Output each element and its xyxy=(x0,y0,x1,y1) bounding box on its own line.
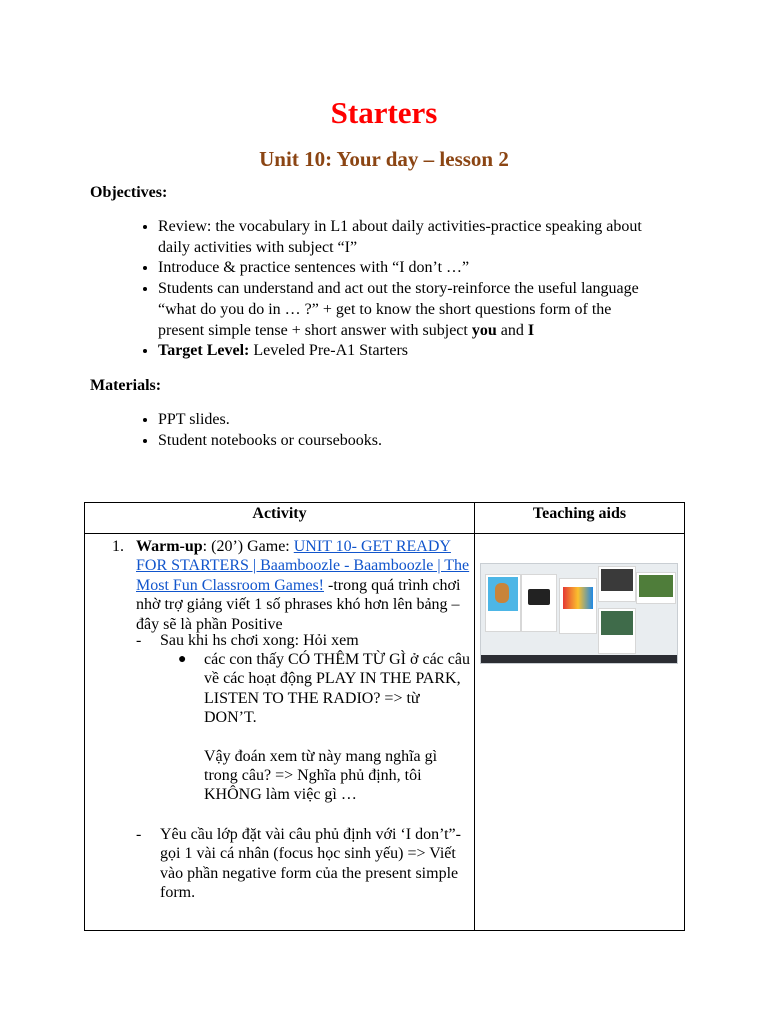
circle-item xyxy=(178,650,470,805)
target-level-label: Target Level: xyxy=(158,342,250,360)
material-text: Student notebooks or coursebooks. xyxy=(158,431,382,449)
header-activity: Activity xyxy=(85,503,475,534)
game-card xyxy=(636,572,676,604)
dash-item xyxy=(136,631,472,650)
taskbar xyxy=(481,655,677,663)
item-number: 1. xyxy=(112,538,124,555)
dash-marker: - xyxy=(136,826,142,843)
dash-text: Sau khi hs chơi xong: Hỏi xem xyxy=(160,632,359,649)
header-teaching-aids: Teaching aids xyxy=(475,503,685,534)
objective-text: Introduce & practice sentences with “I don’t …” xyxy=(158,259,470,277)
game-card xyxy=(485,574,521,632)
materials-heading: Materials: xyxy=(90,377,162,394)
objective-item xyxy=(158,258,658,279)
circle-text: các con thấy CÓ THÊM TỪ GÌ ở các câu về các hoạt động PLAY IN THE PARK, LISTEN TO THE RADIO? => từ DON’T. xyxy=(204,651,470,727)
game-card xyxy=(598,608,636,654)
objective-item xyxy=(158,217,658,258)
emphasis-you: you xyxy=(471,321,497,339)
objective-item xyxy=(158,279,658,341)
game-card xyxy=(598,566,636,602)
warm-up-item xyxy=(112,537,472,634)
game-screenshot-image xyxy=(480,563,678,664)
dash-marker: - xyxy=(136,632,142,649)
objective-text: Students can understand and act out the story-reinforce the useful language “what do you do in … ?” + get to know the short questions form of the present simple tense + short answer with subject xyxy=(158,280,639,339)
objective-text: Review: the vocabulary in L1 about daily activities-practice speaking about daily activities with subject “I” xyxy=(158,218,642,256)
material-text: PPT slides. xyxy=(158,411,230,428)
game-card xyxy=(521,574,557,632)
material-item xyxy=(158,410,658,431)
dash-text: Yêu cầu lớp đặt vài câu phủ định với ‘I don’t”- gọi 1 vài cá nhân (focus học sinh yếu) => Viết vào phần negative form của the present simple form. xyxy=(160,826,461,902)
game-card xyxy=(559,578,597,634)
bullet-dot-icon: ● xyxy=(178,652,187,667)
objectives-heading: Objectives: xyxy=(90,184,168,201)
target-level-value: Leveled Pre-A1 Starters xyxy=(249,342,408,360)
objective-text: and xyxy=(496,321,528,339)
material-item xyxy=(158,431,658,452)
document-subtitle: Unit 10: Your day – lesson 2 xyxy=(259,147,509,171)
objective-item xyxy=(158,341,658,362)
materials-list xyxy=(117,410,658,451)
table-header-row xyxy=(85,503,685,534)
warm-up-note: -trong quá trình chơi nhờ trợ giảng viết 1 số phrases khó hơn lên bảng – đây sẽ là phần Positive xyxy=(136,576,461,633)
circle-text: Vậy đoán xem từ này mang nghĩa gì trong câu? => Nghĩa phủ định, tôi KHÔNG làm việc gì … xyxy=(204,747,438,804)
warm-up-detail: : (20’) Game: xyxy=(202,538,294,555)
document-title: Starters xyxy=(330,95,438,130)
dash-item xyxy=(136,825,472,903)
game-link[interactable]: UNIT 10- GET READY FOR STARTERS | Baamboozle - Baamboozle | The Most Fun Classroom Games! xyxy=(136,538,470,594)
objectives-list xyxy=(117,217,658,362)
warm-up-label: Warm-up xyxy=(136,538,203,555)
emphasis-i: I xyxy=(527,321,535,339)
